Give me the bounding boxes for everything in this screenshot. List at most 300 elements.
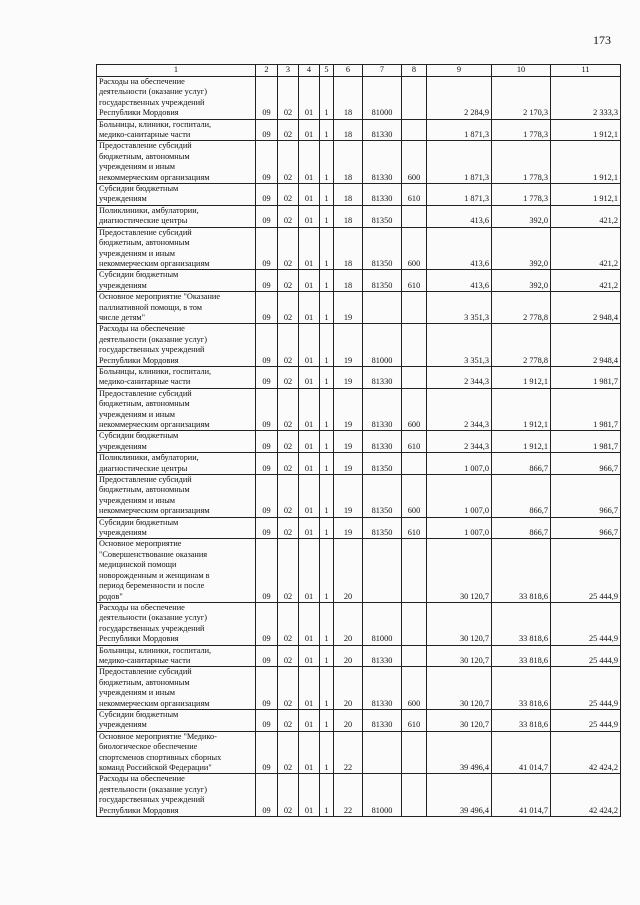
cell-c3: 02 — [278, 324, 299, 367]
cell-c3: 02 — [278, 602, 299, 645]
cell-c2: 09 — [256, 774, 278, 817]
row-name-line: государственных учреждений — [99, 97, 205, 107]
cell-c2: 09 — [256, 205, 278, 227]
table-row — [97, 731, 621, 774]
cell-c6: 18 — [334, 184, 363, 206]
row-name-line: Больницы, клиники, госпитали, — [99, 645, 212, 655]
row-name-line: медико-санитарные части — [99, 130, 191, 140]
row-name-line: деятельности (оказание услуг) — [99, 784, 207, 794]
row-name-line: родов" — [99, 591, 123, 601]
cell-c11: 966,7 — [551, 453, 621, 475]
row-name — [97, 645, 256, 667]
cell-c10: 2 778,8 — [492, 292, 551, 324]
row-name-line: команд Российской Федерации" — [99, 763, 212, 772]
row-name-line: Республики Мордовия — [99, 634, 179, 644]
row-name-line: спортсменов спортивных сборных — [99, 752, 222, 762]
cell-c6: 19 — [334, 475, 363, 518]
column-header: 5 — [320, 65, 334, 77]
cell-c9: 1 007,0 — [427, 517, 492, 539]
cell-c6: 18 — [334, 119, 363, 141]
cell-c10: 866,7 — [492, 453, 551, 475]
table-row — [97, 119, 621, 141]
row-name-line: "Совершенствование оказания — [99, 549, 208, 559]
cell-c3: 02 — [278, 667, 299, 710]
table-row — [97, 388, 621, 431]
cell-c4: 01 — [299, 227, 320, 270]
cell-c2: 09 — [256, 709, 278, 731]
cell-c6: 18 — [334, 227, 363, 270]
cell-c10: 41 014,7 — [492, 774, 551, 817]
cell-c7: 81330 — [363, 645, 402, 667]
row-name-line: учреждениям — [99, 720, 147, 730]
table-row — [97, 774, 621, 817]
row-name — [97, 667, 256, 710]
row-name-line: государственных учреждений — [99, 795, 205, 805]
cell-c10: 1 778,3 — [492, 184, 551, 206]
row-name-line: Республики Мордовия — [99, 805, 179, 815]
cell-c10: 33 818,6 — [492, 645, 551, 667]
row-name-line: Субсидии бюджетным — [99, 270, 179, 280]
cell-c11: 25 444,9 — [551, 602, 621, 645]
cell-c11: 1 981,7 — [551, 388, 621, 431]
column-header: 8 — [402, 65, 427, 77]
row-name-line: Расходы на обеспечение — [99, 324, 185, 334]
cell-c2: 09 — [256, 270, 278, 292]
row-name-line: бюджетным, автономным — [99, 238, 190, 248]
row-name-line: биологическое обеспечение — [99, 742, 198, 752]
cell-c8: 610 — [402, 184, 427, 206]
cell-c5: 1 — [320, 645, 334, 667]
cell-c10: 33 818,6 — [492, 602, 551, 645]
cell-c7: 81000 — [363, 77, 402, 120]
cell-c8 — [402, 602, 427, 645]
cell-c4: 01 — [299, 119, 320, 141]
table-row — [97, 205, 621, 227]
cell-c2: 09 — [256, 645, 278, 667]
cell-c2: 09 — [256, 141, 278, 184]
table-row — [97, 184, 621, 206]
row-name-line: некоммерческим организациям — [99, 698, 210, 708]
cell-c10: 1 912,1 — [492, 431, 551, 453]
cell-c4: 01 — [299, 366, 320, 388]
cell-c10: 2 778,8 — [492, 324, 551, 367]
cell-c10: 1 778,3 — [492, 119, 551, 141]
cell-c11: 966,7 — [551, 517, 621, 539]
table-row — [97, 366, 621, 388]
cell-c7: 81330 — [363, 141, 402, 184]
cell-c5: 1 — [320, 292, 334, 324]
row-name-line: деятельности (оказание услуг) — [99, 87, 207, 97]
row-name — [97, 388, 256, 431]
row-name-line: медико-санитарные части — [99, 377, 191, 387]
cell-c5: 1 — [320, 774, 334, 817]
cell-c3: 02 — [278, 774, 299, 817]
cell-c9: 413,6 — [427, 205, 492, 227]
cell-c9: 1 007,0 — [427, 475, 492, 518]
cell-c8: 610 — [402, 709, 427, 731]
row-name-line: Расходы на обеспечение — [99, 602, 185, 612]
cell-c5: 1 — [320, 77, 334, 120]
cell-c2: 09 — [256, 184, 278, 206]
cell-c9: 2 284,9 — [427, 77, 492, 120]
row-name — [97, 205, 256, 227]
cell-c11: 25 444,9 — [551, 645, 621, 667]
cell-c7: 81350 — [363, 270, 402, 292]
row-name-line: деятельности (оказание услуг) — [99, 334, 207, 344]
cell-c8: 600 — [402, 475, 427, 518]
row-name-line: Предоставление субсидий — [99, 141, 192, 151]
row-name-line: Поликлиники, амбулатории, — [99, 205, 199, 215]
row-name-line: Предоставление субсидий — [99, 475, 192, 485]
cell-c2: 09 — [256, 324, 278, 367]
column-header: 3 — [278, 65, 299, 77]
cell-c3: 02 — [278, 119, 299, 141]
cell-c6: 18 — [334, 205, 363, 227]
row-name — [97, 77, 256, 120]
cell-c7 — [363, 292, 402, 324]
row-name — [97, 517, 256, 539]
cell-c4: 01 — [299, 517, 320, 539]
row-name-line: Расходы на обеспечение — [99, 774, 185, 784]
cell-c4: 01 — [299, 292, 320, 324]
cell-c10: 1 778,3 — [492, 141, 551, 184]
row-name-line: Основное мероприятие "Медико- — [99, 731, 217, 741]
cell-c4: 01 — [299, 270, 320, 292]
cell-c10: 33 818,6 — [492, 539, 551, 602]
cell-c4: 01 — [299, 388, 320, 431]
cell-c3: 02 — [278, 645, 299, 667]
cell-c2: 09 — [256, 227, 278, 270]
cell-c7: 81330 — [363, 119, 402, 141]
cell-c8 — [402, 119, 427, 141]
cell-c11: 1 981,7 — [551, 431, 621, 453]
cell-c6: 20 — [334, 602, 363, 645]
cell-c2: 09 — [256, 119, 278, 141]
cell-c6: 20 — [334, 667, 363, 710]
table-row — [97, 77, 621, 120]
cell-c8 — [402, 292, 427, 324]
cell-c3: 02 — [278, 366, 299, 388]
cell-c11: 966,7 — [551, 475, 621, 518]
cell-c6: 20 — [334, 709, 363, 731]
cell-c5: 1 — [320, 141, 334, 184]
column-header: 4 — [299, 65, 320, 77]
row-name-line: бюджетным, автономным — [99, 485, 190, 495]
cell-c7 — [363, 539, 402, 602]
table-row — [97, 453, 621, 475]
cell-c7: 81330 — [363, 366, 402, 388]
cell-c7: 81330 — [363, 431, 402, 453]
cell-c2: 09 — [256, 539, 278, 602]
table-row — [97, 602, 621, 645]
cell-c9: 2 344,3 — [427, 366, 492, 388]
cell-c9: 39 496,4 — [427, 774, 492, 817]
cell-c8 — [402, 645, 427, 667]
cell-c8 — [402, 453, 427, 475]
cell-c9: 413,6 — [427, 270, 492, 292]
row-name — [97, 324, 256, 367]
table-row — [97, 431, 621, 453]
cell-c3: 02 — [278, 184, 299, 206]
cell-c9: 413,6 — [427, 227, 492, 270]
cell-c5: 1 — [320, 270, 334, 292]
cell-c8: 600 — [402, 227, 427, 270]
row-name-line: учреждениям и иным — [99, 248, 176, 258]
cell-c3: 02 — [278, 431, 299, 453]
cell-c11: 2 948,4 — [551, 324, 621, 367]
cell-c2: 09 — [256, 602, 278, 645]
column-header: 9 — [427, 65, 492, 77]
cell-c2: 09 — [256, 292, 278, 324]
column-header: 6 — [334, 65, 363, 77]
cell-c5: 1 — [320, 667, 334, 710]
cell-c10: 392,0 — [492, 205, 551, 227]
cell-c8 — [402, 774, 427, 817]
row-name-line: паллиативной помощи, в том — [99, 302, 203, 312]
cell-c9: 1 871,3 — [427, 119, 492, 141]
cell-c2: 09 — [256, 366, 278, 388]
row-name-line: бюджетным, автономным — [99, 399, 190, 409]
cell-c3: 02 — [278, 77, 299, 120]
cell-c3: 02 — [278, 270, 299, 292]
cell-c7 — [363, 731, 402, 774]
row-name-line: Субсидии бюджетным — [99, 184, 179, 194]
cell-c7: 81330 — [363, 388, 402, 431]
cell-c5: 1 — [320, 539, 334, 602]
cell-c6: 19 — [334, 292, 363, 324]
cell-c4: 01 — [299, 453, 320, 475]
cell-c6: 19 — [334, 453, 363, 475]
table-row — [97, 475, 621, 518]
cell-c6: 20 — [334, 539, 363, 602]
row-name — [97, 453, 256, 475]
row-name-line: период беременности и после — [99, 581, 205, 591]
cell-c10: 866,7 — [492, 517, 551, 539]
cell-c4: 01 — [299, 431, 320, 453]
cell-c9: 3 351,3 — [427, 292, 492, 324]
table-row — [97, 227, 621, 270]
row-name-line: некоммерческим организациям — [99, 420, 210, 429]
table-row — [97, 324, 621, 367]
cell-c5: 1 — [320, 324, 334, 367]
cell-c4: 01 — [299, 475, 320, 518]
cell-c9: 30 120,7 — [427, 602, 492, 645]
cell-c6: 22 — [334, 774, 363, 817]
cell-c11: 1 981,7 — [551, 366, 621, 388]
row-name-line: Больницы, клиники, госпитали, — [99, 366, 212, 376]
cell-c11: 42 424,2 — [551, 731, 621, 774]
cell-c5: 1 — [320, 453, 334, 475]
cell-c9: 39 496,4 — [427, 731, 492, 774]
cell-c2: 09 — [256, 453, 278, 475]
cell-c9: 2 344,3 — [427, 388, 492, 431]
cell-c6: 19 — [334, 517, 363, 539]
cell-c11: 25 444,9 — [551, 539, 621, 602]
row-name-line: Субсидии бюджетным — [99, 709, 179, 719]
cell-c6: 18 — [334, 77, 363, 120]
cell-c7: 81350 — [363, 227, 402, 270]
row-name-line: Субсидии бюджетным — [99, 517, 179, 527]
cell-c4: 01 — [299, 731, 320, 774]
cell-c8 — [402, 77, 427, 120]
cell-c10: 392,0 — [492, 270, 551, 292]
cell-c11: 2 333,3 — [551, 77, 621, 120]
row-name-line: Республики Мордовия — [99, 355, 179, 365]
cell-c8: 610 — [402, 270, 427, 292]
row-name-line: бюджетным, автономным — [99, 677, 190, 687]
row-name — [97, 141, 256, 184]
table-row — [97, 141, 621, 184]
cell-c10: 1 912,1 — [492, 388, 551, 431]
cell-c5: 1 — [320, 709, 334, 731]
row-name-line: некоммерческим организациям — [99, 506, 210, 516]
row-name-line: некоммерческим организациям — [99, 172, 210, 182]
table-row — [97, 645, 621, 667]
column-header: 2 — [256, 65, 278, 77]
cell-c11: 1 912,1 — [551, 184, 621, 206]
cell-c11: 421,2 — [551, 205, 621, 227]
row-name-line: государственных учреждений — [99, 345, 205, 355]
row-name-line: Субсидии бюджетным — [99, 431, 179, 441]
cell-c8: 600 — [402, 667, 427, 710]
cell-c8 — [402, 731, 427, 774]
row-name — [97, 431, 256, 453]
cell-c9: 1 871,3 — [427, 141, 492, 184]
column-header: 11 — [551, 65, 621, 77]
cell-c6: 18 — [334, 270, 363, 292]
row-name-line: учреждениям — [99, 441, 147, 451]
cell-c7: 81330 — [363, 184, 402, 206]
cell-c2: 09 — [256, 388, 278, 431]
cell-c3: 02 — [278, 141, 299, 184]
cell-c4: 01 — [299, 77, 320, 120]
cell-c3: 02 — [278, 292, 299, 324]
row-name-line: Основное мероприятие "Оказание — [99, 292, 221, 302]
cell-c11: 25 444,9 — [551, 667, 621, 710]
cell-c10: 866,7 — [492, 475, 551, 518]
table-body — [97, 77, 621, 817]
row-name-line: учреждениям — [99, 280, 147, 290]
cell-c7: 81350 — [363, 475, 402, 518]
cell-c11: 2 948,4 — [551, 292, 621, 324]
cell-c5: 1 — [320, 431, 334, 453]
cell-c11: 1 912,1 — [551, 141, 621, 184]
cell-c8 — [402, 539, 427, 602]
row-name-line: диагностические центры — [99, 463, 188, 473]
row-name-line: Основное мероприятие — [99, 539, 182, 549]
row-name-line: Больницы, клиники, госпитали, — [99, 119, 212, 129]
cell-c4: 01 — [299, 774, 320, 817]
cell-c3: 02 — [278, 388, 299, 431]
row-name — [97, 292, 256, 324]
row-name-line: диагностические центры — [99, 216, 188, 226]
cell-c10: 1 912,1 — [492, 366, 551, 388]
cell-c5: 1 — [320, 602, 334, 645]
cell-c2: 09 — [256, 667, 278, 710]
cell-c8: 600 — [402, 388, 427, 431]
cell-c10: 41 014,7 — [492, 731, 551, 774]
row-name — [97, 475, 256, 518]
row-name — [97, 539, 256, 602]
cell-c7: 81350 — [363, 205, 402, 227]
cell-c9: 30 120,7 — [427, 539, 492, 602]
cell-c3: 02 — [278, 709, 299, 731]
cell-c8 — [402, 366, 427, 388]
cell-c5: 1 — [320, 366, 334, 388]
row-name-line: Предоставление субсидий — [99, 227, 192, 237]
row-name-line: бюджетным, автономным — [99, 151, 190, 161]
cell-c4: 01 — [299, 324, 320, 367]
row-name — [97, 227, 256, 270]
row-name — [97, 602, 256, 645]
cell-c4: 01 — [299, 602, 320, 645]
row-name — [97, 184, 256, 206]
cell-c11: 25 444,9 — [551, 709, 621, 731]
cell-c3: 02 — [278, 227, 299, 270]
cell-c9: 1 007,0 — [427, 453, 492, 475]
cell-c9: 30 120,7 — [427, 709, 492, 731]
column-header: 10 — [492, 65, 551, 77]
cell-c7: 81000 — [363, 774, 402, 817]
row-name — [97, 366, 256, 388]
header-row — [97, 65, 621, 77]
table-row — [97, 667, 621, 710]
row-name-line: медико-санитарные части — [99, 655, 191, 665]
cell-c4: 01 — [299, 184, 320, 206]
row-name — [97, 774, 256, 817]
row-name-line: числе детям" — [99, 312, 146, 322]
row-name-line: учреждениям и иным — [99, 162, 176, 172]
table-row — [97, 517, 621, 539]
cell-c6: 19 — [334, 324, 363, 367]
row-name-line: учреждениям и иным — [99, 409, 176, 419]
cell-c7: 81330 — [363, 709, 402, 731]
cell-c2: 09 — [256, 77, 278, 120]
cell-c3: 02 — [278, 539, 299, 602]
page-number: 173 — [593, 33, 611, 47]
budget-table — [96, 64, 621, 817]
cell-c5: 1 — [320, 731, 334, 774]
row-name-line: Предоставление субсидий — [99, 667, 192, 677]
cell-c9: 3 351,3 — [427, 324, 492, 367]
cell-c5: 1 — [320, 119, 334, 141]
cell-c4: 01 — [299, 709, 320, 731]
row-name-line: учреждениям — [99, 528, 147, 538]
cell-c5: 1 — [320, 184, 334, 206]
cell-c8: 610 — [402, 431, 427, 453]
row-name — [97, 731, 256, 774]
row-name-line: государственных учреждений — [99, 623, 205, 633]
cell-c8: 600 — [402, 141, 427, 184]
cell-c5: 1 — [320, 227, 334, 270]
row-name-line: учреждениям и иным — [99, 495, 176, 505]
cell-c2: 09 — [256, 731, 278, 774]
cell-c10: 33 818,6 — [492, 709, 551, 731]
row-name — [97, 709, 256, 731]
table-row — [97, 539, 621, 602]
table-row — [97, 270, 621, 292]
cell-c6: 22 — [334, 731, 363, 774]
row-name-line: Республики Мордовия — [99, 108, 179, 118]
cell-c4: 01 — [299, 667, 320, 710]
row-name-line: медицинской помощи — [99, 560, 177, 570]
cell-c8 — [402, 324, 427, 367]
cell-c6: 18 — [334, 141, 363, 184]
cell-c5: 1 — [320, 475, 334, 518]
row-name — [97, 270, 256, 292]
cell-c9: 30 120,7 — [427, 645, 492, 667]
row-name-line: деятельности (оказание услуг) — [99, 613, 207, 623]
